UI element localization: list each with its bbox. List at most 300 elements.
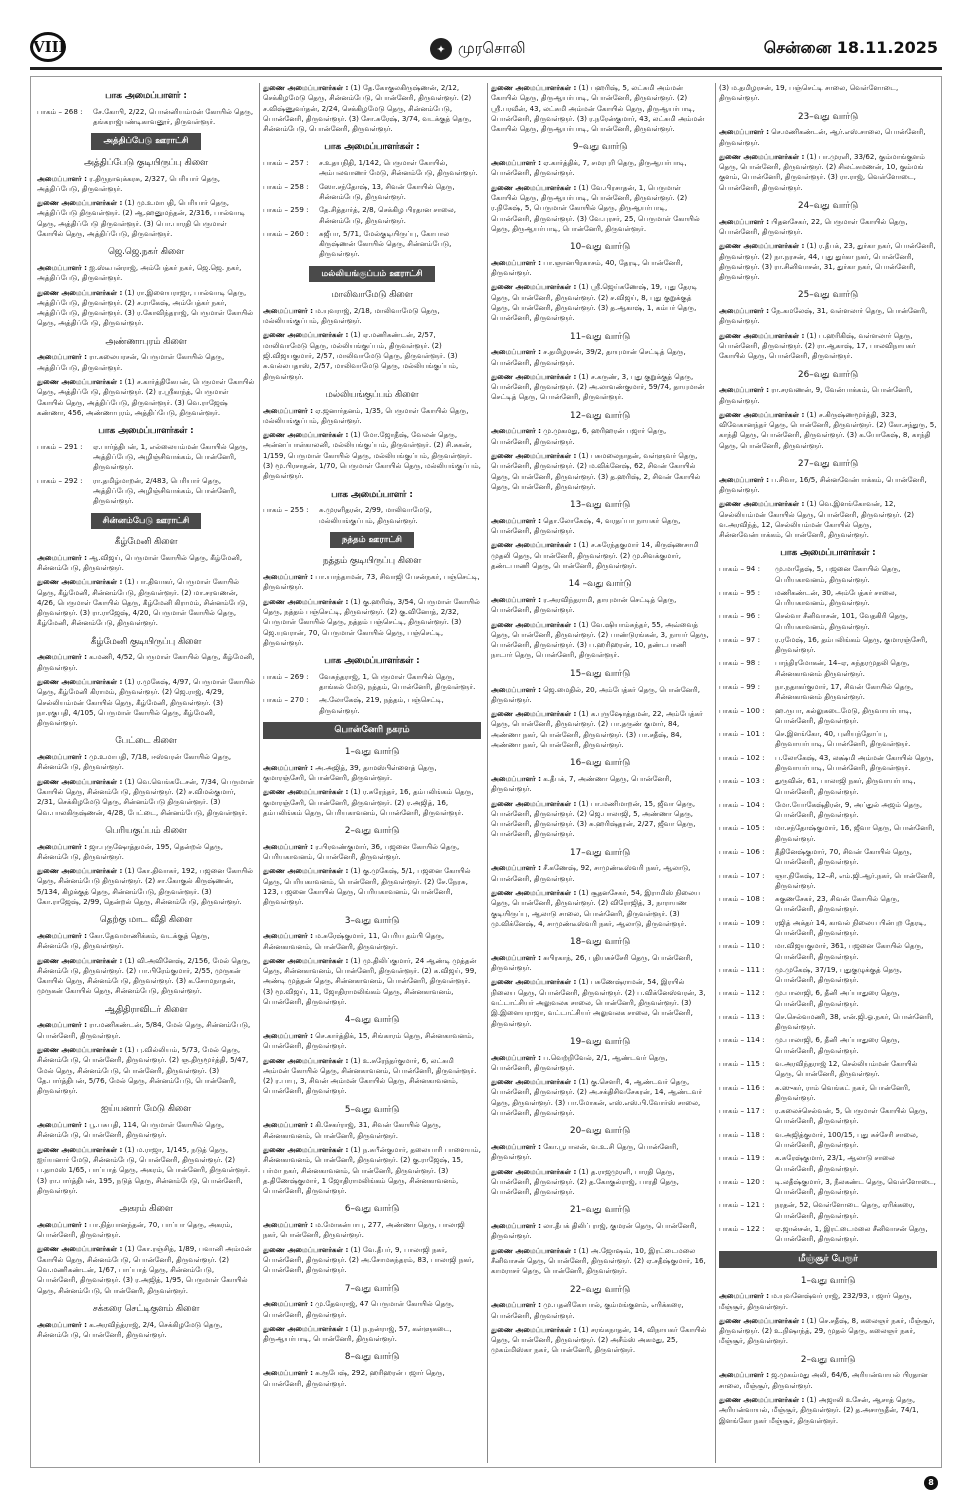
part-entry [37, 442, 255, 473]
part-detail: வ.அரவிந்தராஜ் 12, செல்லியம்மன் கோயில் தெரு, பொன்னேரி, திருவள்ளூர். [775, 1059, 918, 1079]
part-entry [719, 706, 937, 727]
subheading: 23–வது வார்டு [798, 111, 858, 122]
part-detail: ஏ.ஜான்சன், 1, இரட்டைமலை சீனிவாசன் தெரு, பொன்னேரி, திருவள்ளூர். [775, 1223, 928, 1244]
part-entry [719, 988, 937, 1009]
entry-role: அமைப்பாளர் : [491, 515, 541, 525]
part-number: பாகம் – 97 : [719, 634, 760, 644]
entry-detail: ப.சிவா, 16/5, சின்னவேன்பாக்கம், பொன்னேரி, திருவள்ளூர். [719, 474, 927, 495]
entry-detail: ப.வெற்றிவேல், 2/1, ஆண்டவர் தெரு, பொன்னேரி, திருவள்ளூர். [491, 1052, 668, 1072]
part-number: பாகம் – 111 : [719, 964, 765, 974]
part-entry [719, 729, 937, 750]
part-number: பாகம் – 101 : [719, 729, 765, 739]
subheading: 24–வது வார்டு [798, 201, 858, 211]
entry-detail: (1) பா.மணிமாறன், 15, ஜீவா தெரு, பொன்னேரி, திருவள்ளூர். (2) ஜெ.பாலாஜி, 5, அண்ணா தெரு, பொன்னேரி, திருவள்ளூர். (3) சு.ஹரிஷ்தரன், 2/27, ஜீவா தெரு, பொன்னேரி, திருவள்ளூர். [491, 798, 696, 839]
entry [37, 1145, 255, 1196]
part-detail: ப.லோகேஷ், 43, லக்ஷ்மி அம்மன் கோயில் தெரு, திருவாயர்பாடி, பொன்னேரி, திருவள்ளூர். [775, 752, 934, 772]
entry [263, 430, 481, 481]
entry [719, 306, 937, 327]
entry-role: துணை அமைப்பாளர்கள் : [37, 677, 123, 686]
part-number: பாகம் – 119 : [719, 1153, 765, 1163]
entry-role: அமைப்பாளர் : [491, 1052, 541, 1062]
entry-role: துணை அமைப்பாளர்கள் : [491, 371, 577, 381]
entry-role: துணை அமைப்பாளர்கள் : [719, 409, 805, 419]
part-number: பாகம் – 292 : [37, 475, 83, 485]
entry-role: துணை அமைப்பாளர்கள் : [491, 887, 577, 897]
part-entry [263, 505, 481, 526]
entry-detail: (1) கு.சௌரி, 4, ஆண்டவர் தெரு, பொன்னேரி, திருவள்ளூர். (2) அ.சக்திசிவசேகரன், 14, ஆண்டவர் தெரு, திருவள்ளூர். (3) பா.மோகன், எஸ்.எஸ்.பி.வோர்ஸ் சாலை, பொன்னேரி, திருவள்ளூர். [491, 1077, 703, 1117]
entry-detail: (1) பா.முரளி, 33/62, கும்மாங்குளம் தெரு, பொன்னேரி, திருவள்ளூர். (2) சிலட்சுமணன், 10, கும்மங் குளம், பொன்னேரி, திருவள்ளூர். (3) ரா.ராஜ், வெள்ளோடை, பொன்னேரி, திருவள்ளூர். [719, 151, 925, 192]
entry-detail: (1) ஏ.மணிகண்டன், 2/57, மாலிவாமேடு தெரு, மல்லியங்குப்பம், திருவள்ளூர். (2) ஜி.விஜயகுமார், 2/57, மாலிவாமேடு தெரு, திருவள்ளூர். (3) சு.வல்லபதாஸ், 2/57, மாலிவாமேடு தெரு, மல்லியங்குப்பம், திருவள்ளூர். [263, 330, 459, 381]
part-entry [719, 1059, 937, 1080]
entry-role: துணை அமைப்பாளர்கள் : [37, 376, 123, 386]
entry-detail: ர.திருநாவுக்கரசு, 2/327, பெரியார் தெரு, அத்திப்பேடு, திருவள்ளூர். [37, 173, 221, 193]
column-1 [37, 83, 255, 1463]
part-number: பாகம் – 113 : [719, 1011, 765, 1021]
part-number: பாகம் – 259 : [263, 205, 309, 215]
entry-role: துணை அமைப்பாளர்கள் : [263, 955, 349, 965]
entry [263, 572, 481, 593]
part-number: பாகம் – 116 : [719, 1082, 765, 1092]
subheading: 11–வது வார்டு [570, 331, 630, 342]
part-number: பாகம் – 121 : [719, 1200, 765, 1210]
part-detail: சு.முரளிதரன், 2/99, மாலிவாமேடு, மல்லியங்குப்பம், திருவள்ளூர். [319, 505, 432, 525]
section-banner-label: மல்லியங்குப்பம் ஊராட்சி [309, 266, 434, 282]
part-detail: வ.அஜித்குமார், 100/15, புது சுச்சேரி சாலை, பொன்னேரி, திருவள்ளூர். [775, 1129, 919, 1149]
part-detail: மா.சந்தோஷ்குமார், 16, ஜீவா தெரு, பொன்னேரி, திருவள்ளூர். [775, 823, 935, 843]
entry-detail: சுபிரகாந், 26, புதியசுச்சேரி தெரு, பொன்னேரி, திருவள்ளூர். [491, 952, 693, 973]
entry [263, 787, 481, 818]
entry-role: துணை அமைப்பாளர்கள் : [263, 787, 349, 797]
entry [491, 774, 709, 795]
entry-role: அமைப்பாளர் : [37, 1219, 87, 1229]
part-detail: சுஜீபா, 5/71, மேல்குடியிருப்பு, கோபால கிருஷ்ணன் கோயில் தெரு, சின்னம்பேடு, திருவள்ளூர். [319, 228, 452, 259]
entry-role: துணை அமைப்பாளர்கள் : [491, 977, 577, 987]
entry-role: துணை அமைப்பாளர்கள் : [37, 866, 123, 876]
entry-role: அமைப்பாளர் : [491, 347, 541, 357]
entry [37, 1020, 255, 1041]
entry [37, 198, 255, 239]
subheading: 9–வது வார்டு [572, 142, 628, 153]
entry [263, 956, 481, 1007]
entry-detail: பிதனசேகர், 22, பெருமாள் கோயில் தெரு, பொன்னேரி, திருவள்ளூர். [719, 216, 908, 237]
entry-detail: (1) மோ.ஜோதீஷ், வேலன் தெரு, அன்னப்பாள்காலனி, மல்லியங்குப்பம், திருவள்ளூர். (2) சி.சுகன், 1/159, பெருமாள் கோயில் தெரு, மல்லியங்குப்பம், திருவள்ளூர். (3) மூ.பிரசாதன், 1/70, பெருமாள் கோயில் தெரு, மல்லியங்குப்பம், திருவள்ளூர். [263, 430, 481, 481]
entry-role: துணை அமைப்பாளர்கள் : [719, 1315, 805, 1325]
entry-role: அமைப்பாளர் : [37, 1020, 87, 1030]
entry-role: துணை அமைப்பாளர்கள் : [263, 866, 349, 876]
entry [491, 347, 709, 368]
entry [37, 931, 255, 952]
part-detail: டி.லதீஷ்குமார், 3, நீலகண்ட தெரு, வெள்ளோடை, பொன்னேரி, திருவள்ளூர். [775, 1176, 936, 1197]
entry [491, 1300, 709, 1321]
entry-detail: (1) கு.முகேஷ், 5/1, பஜனை கோயில் தெரு, பெரியகாவனம், பொன்னேரி, திருவள்ளூர். (2) சே.நேரசு, 123, பஜனை கோயில் தெரு, பெரியகாவனம், பொன்னேரி, திருவள்ளூர். [263, 866, 471, 907]
entry [37, 553, 255, 574]
entry-detail: ம.மோகன்பாபு, 277, அண்ணா தெரு, பாலாஜி நகர், பொன்னேரி, திருவள்ளூர். [263, 1220, 465, 1240]
newspaper-brand [430, 34, 526, 64]
part-detail: ச.உதயநிதி, 1/142, பெருமாள் கோயில், அம்பலவாணர் மேடு, சின்னம்பேடு, திருவள்ளூர். [319, 158, 478, 178]
subheading: மாலிவாமேடு கிளை [331, 290, 413, 301]
entry-role: அமைப்பாளர் : [719, 216, 769, 226]
entry-detail: நே.கமலேஷ், 31, வள்ளலார் தெரு, பொன்னேரி, திருவள்ளூர். [719, 306, 928, 326]
entry [37, 777, 255, 818]
entry-role: அமைப்பாளர் : [37, 173, 87, 183]
entry [491, 888, 709, 929]
entry [37, 1320, 255, 1341]
entry-role: துணை அமைப்பாளர்கள் : [37, 776, 123, 786]
entry [719, 1316, 937, 1347]
part-number: பாகம் – 105 : [719, 823, 765, 833]
part-number: பாகம் – 96 : [719, 611, 760, 621]
section-banner [37, 513, 255, 529]
subheading: 20–வது வார்டு [570, 1126, 630, 1137]
entry-detail: ச.தமிழரசன், 39/2, தாயுமான் செட்டித் தெரு, பொன்னேரி, திருவள்ளூர். [491, 347, 686, 367]
entry [491, 977, 709, 1028]
entry-role: அமைப்பாளர் : [263, 1299, 313, 1309]
entry-role: துணை அமைப்பாளர்கள் : [719, 499, 805, 509]
entry-detail: பா.நித்யானந்தன், 70, பாப்பா தெரு, அகரம், பொன்னேரி, திருவள்ளூர். [37, 1219, 233, 1240]
entry [263, 1368, 481, 1389]
part-detail: பாந்திரமோகன், 14–ஏ, சுந்தரமுதலி தெரு, சின்னகாவனம் திருவள்ளூர். [775, 658, 910, 678]
entry-role: அமைப்பாளர் : [263, 841, 313, 851]
part-entry [263, 695, 481, 716]
subheading: 6–வது வார்டு [344, 1204, 400, 1215]
entry [491, 1077, 709, 1118]
column-3 [491, 83, 709, 1463]
entry-detail: (3) ம.தமிழரசன், 19, பஞ்செட்டி சாலை, வெள்ளோடை, திருவள்ளூர். [719, 83, 899, 103]
part-number: பாகம் – 114 : [719, 1035, 765, 1045]
entry-role: துணை அமைப்பாளர்கள் : [37, 1144, 123, 1154]
entry [263, 597, 481, 648]
entry [37, 677, 255, 728]
section-banner-label: பொன்னேரி நகரம் [263, 722, 481, 739]
entry-detail: க.அரவிந்த்ராஜ், 2/4, செக்கிழமேடு தெரு, சின்னம்பேடு, பொன்னேரி, திருவள்ளூர். [37, 1319, 223, 1339]
entry-detail: (1) பஹரிஷ், 5, லட்சுமி அம்மன் கோயில் தெரு, திருஆயர்பாடி, பொன்னேரி, திருவள்ளூர். (2) ஸ்ரீ.பரவீன், 43, லட்சுமி அம்மன் கோயில் தெரு, திருஆயர்பாடி, பொன்னேரி, திருவள்ளூர். (3) ர.நரேன்குமார், 43, லட்சுமி அம்மன் கோயில் தெரு, திருஆயர்பாடி, பொன்னேரி, திருவள்ளூர். [491, 83, 705, 134]
entry-detail: (1) ச.கிருஷ்ணமூர்த்தி, 323, விவேகானந்தர் தெரு, பொன்னேரி, திருவள்ளூர். (2) கோ.சந்துரு, 5, காந்தி தெரு, பொன்னேரி, திருவள்ளூர். (3) க.யோகேஷ், 8, காந்தி தெரு, பொன்னேரி, திருவள்ளூர். [719, 409, 937, 450]
entry-role: துணை அமைப்பாளர்கள் : [719, 151, 805, 161]
entry-role: துணை அமைப்பாளர்கள் : [37, 198, 123, 208]
entry-detail: ஜெ.மைதில், 20, அம்பேத்கர் தெரு, பொன்னேரி, திருவள்ளூர். [491, 684, 701, 704]
subheading: 2–வது வார்டு [344, 826, 400, 837]
entry [719, 217, 937, 238]
part-detail: நா.நதாகர்குமார், 17, சிவன் கோயில் தெரு, சின்னகாவனம் திருவள்ளூர். [775, 682, 914, 702]
part-number: பாகம் – 107 : [719, 870, 765, 880]
subheading: கீழ்மேனி கிளை [114, 536, 178, 547]
entry [263, 1299, 481, 1320]
entry-detail: (1) மு.திலிப்குமார், 24 ஆண்டி முத்தன் தெரு, சின்னகாவனம், பொன்னேரி, திருவள்ளூர். (2) க.விஜய், 99, அண்டி முத்தன் தெரு, சின்னகாவனம், பொன்னேரி, திருவள்ளூர். (3) மூ.விஜய், 11, ஜோதிராமலிங்கம் தெரு, சின்னகாவனம், பொன்னேரி, திருவள்ளூர். [263, 955, 477, 1007]
subheading: ஜெ.ஜெ.நகர் கிளை [107, 247, 185, 258]
entry [719, 410, 937, 451]
part-detail: ரா.தமிழ்மாறன், 2/483, பெரியார் தெரு, அத்திப்பேடு, அழிஞ்சிவாக்கம், பொன்னேரி, திருவள்ளூர். [93, 475, 237, 506]
entry-role: அமைப்பாளர் : [37, 352, 87, 362]
entry-role: அமைப்பாளர் : [719, 1291, 769, 1301]
entry-detail: ம.யுவராஜ், 2/18, மாலிவாமேடு தெரு, மல்லியங்குப்பம், திருவள்ளூர். [263, 305, 440, 326]
entry [719, 331, 937, 362]
entry-role: துணை அமைப்பாளர்கள் : [491, 1324, 577, 1334]
page-number-badge: VIII [30, 32, 66, 62]
entry-detail: சு.ரூபேஷ், 292, ஹரிஹரன் பஜார் தெரு, பொன்னேரி, திருவள்ளூர். [263, 1368, 445, 1388]
entry [263, 1324, 481, 1345]
entry [491, 1221, 709, 1242]
entry-role: அமைப்பாளர் : [37, 931, 87, 941]
entry-detail: ர.பிரவண்குமார், 36, பஜனை கோயில் தெரு, பெரியகாவனம், பொன்னேரி, திருவள்ளூர். [263, 841, 460, 862]
column-2 [263, 83, 481, 1463]
entry-detail: (1) அஜாலி உசேன், ஆசாத் தெரு, அரியன்வாயல், மீஞ்சூர், திருவள்ளூர். (2) த.அசாருதீன், 74/1, இளங்கோ நகர் மீஞ்சூர், திருவள்ளூர். [719, 1395, 919, 1425]
part-entry [719, 894, 937, 915]
entry [491, 1142, 709, 1163]
part-detail: மு.முகேஷ், 37/19, புதுகுழுக்குத் தெரு, பொன்னேரி, திருவள்ளூர். [775, 964, 902, 985]
group-heading: பாக அமைப்பாளர் : [331, 489, 413, 500]
subheading: நத்தம் குடியிருப்பு கிளை [322, 556, 422, 567]
part-detail: அ.லோகேஷ், 219, நத்தம், பஞ்செட்டி, திருவள்ளூர். [319, 695, 444, 715]
part-entry [719, 564, 937, 585]
part-entry [263, 229, 481, 260]
entry-detail: (1) ர.சுரேந்தர், 16, தம்பலிங்கம் தெரு, குமாரஞ்சேரி, பொன்னேரி, திருவள்ளூர். (2) ர.அஜித், 16, தம்பலிங்கம் தெரு, பெரியகாவனம், பொன்னேரி, திருவள்ளூர். [263, 787, 474, 817]
part-entry [263, 182, 481, 203]
entry [37, 866, 255, 907]
entry-role: அமைப்பாளர் : [491, 426, 541, 436]
part-detail: மோ.யோகேஷ்திரன், 9, அப்துல் அஜம் தெரு, பொன்னேரி, திருவள்ளூர். [775, 799, 923, 820]
entry [37, 1045, 255, 1096]
entry-detail: (1) பு.வில்லியம், 5/73, மேல் தெரு, சின்னம்பேடு, பொன்னேரி, திருவள்ளூர். (2) ஞ.திருமூர்த்தி, 5/47, மேல் தெரு, சின்னம்பேடு, பொன்னேரி, திருவள்ளூர். (3) தே.பார்த்திபன், 5/76, மேல் தெரு, சின்னம்பேடு, பொன்னேரி, திருவள்ளூர். [37, 1045, 249, 1096]
entry-detail: (1) தே.கோகுலகிருஷ்ணன், 2/12, செக்கிழமேடு தெரு, சின்னம்பேடு, பொன்னேரி, திருவள்ளூர். (2) ச.விஷ்ணுவர்தன், 2/24, செக்கிழமேடு தெரு, சின்னம்பேடு, பொன்னேரி, திருவள்ளூர். (3) சோ.சுரேஷ், 3/74, வடக்குத் தெரு, சின்னம்பேடு, பொன்னேரி, திருவள்ளூர். [263, 83, 472, 134]
entry-role: அமைப்பாளர் : [491, 158, 541, 168]
entry-role: துணை அமைப்பாளர்கள் : [491, 182, 577, 192]
column-divider [487, 83, 488, 1463]
entry [719, 83, 937, 104]
part-entry [263, 672, 481, 693]
entry-detail: (1) ச.கார்த்திகேயன், பெருமாள் கோயில் தெரு, அத்திப்பேடு, திருவள்ளூர். (2) ர.ஸ்ரீகாந்த், பெருமாள் கோயில் தெரு, அத்திப்பேடு, திருவள்ளூர். (3) வெ.ராஜேஷ் கண்ணா, 456, அண்ணாபுரம், அத்திப்பேடு, திருவள்ளூர். [37, 376, 255, 417]
part-number: பாகம் – 118 : [719, 1129, 765, 1139]
entry-detail: (1) வெ.வெங்கடேசன், 7/34, பெருமாள் கோயில் தெரு, சின்னம்பேடு, திருவள்ளூர். (2) ச.விமல்குமார், 2/31, செக்கிழமேடு தெரு, சின்னம்பேடு திருவள்ளூர். (3) வெ.பாலகிருஷ்ணன், 4/28, பேட்டை, சின்னம்பேடு, திருவள்ளூர். [37, 776, 255, 817]
entry-detail: ஜா.புருஷோத்தமன், 195, தென்றல் தெரு, சின்னம்பேடு, திருவள்ளூர். [37, 841, 224, 861]
part-detail: ர.கலைச்செல்வன், 5, பெருமாள் கோயில் தெரு, பொன்னேரி, திருவள்ளூர். [775, 1106, 928, 1126]
entry-role: துணை அமைப்பாளர்கள் : [263, 1055, 349, 1065]
subheading: அகரம் கிளை [119, 1204, 173, 1215]
part-detail: செ.செல்வமணி, 38, என்.ஜி.ஓ.நகர், பொன்னேரி, திருவள்ளூர். [775, 1011, 934, 1032]
part-detail: சு.ஸுகர், ராம் வெங்கட் நகர், பொன்னேரி, திருவள்ளூர். [775, 1082, 911, 1102]
entry-detail: (1) சரங்கநாதன், 14, விநாயகர் கோயில் தெரு, பொன்னேரி, திருவள்ளூர். (2) அசீம்ஸ் அகமது, 25, முகம்மிஸ்கா நகர், பொன்னேரி, திருவள்ளூர். [491, 1324, 707, 1355]
entry [491, 709, 709, 750]
entry [491, 451, 709, 492]
part-detail: ரஜித் அக்தர் 14, காவல் நிலைய பின்புற தேரடி, பொன்னேரி, திருவள்ளூர். [775, 917, 927, 937]
entry-detail: தொ.லோகேஷ், 4, வரதப்பா நாயகர் தெரு, பொன்னேரி, திருவள்ளூர். [491, 515, 681, 536]
entry-detail: ர.அரவிந்தராமி, தாயுமான் செட்டித் தெரு, பொன்னேரி, திருவள்ளூர். [491, 595, 677, 615]
part-number: பாகம் – 99 : [719, 682, 760, 692]
entry-detail: க.மணி, 4/52, பெருமாள் கோயில் தெரு, கீழ்மேனி, திருவள்ளூர். [37, 652, 255, 672]
entry-detail: (1) க.புருஷோத்தமன், 22, அம்பேத்கர் தெரு, பொன்னேரி, திருவள்ளூர். (2) பா.தருண் குமார், 84, அண்ணா நகர், பொன்னேரி, திருவள்ளூர். (3) பா.சதீஷ், 84, அண்ணா நகர், பொன்னேரி, திருவள்ளூர். [491, 709, 703, 749]
entry-detail: ஜ.முகம்மது அலி, 64/6, அரியன்வாயல் பிரதான சாலை, மீஞ்சூர், திருவள்ளூர். [719, 1370, 928, 1390]
footer-page-badge: 8 [924, 1476, 938, 1490]
part-entry [719, 1035, 937, 1056]
subheading: 15–வது வார்டு [570, 668, 630, 679]
entry-detail: மு.முகமது, 6, ஹரிஹரன் பஜார் தெரு, பொன்னேரி, திருவள்ளூர். [491, 426, 667, 446]
entry-role: அமைப்பாளர் : [37, 1319, 87, 1329]
entry-role: துணை அமைப்பாளர்கள் : [263, 1323, 349, 1333]
part-number: பாகம் – 115 : [719, 1059, 765, 1069]
entry-role: அமைப்பாளர் : [263, 572, 313, 582]
subheading: தெற்கு மாட வீதி கிளை [99, 915, 193, 926]
entry-role: அமைப்பாளர் : [491, 595, 541, 605]
part-number: பாகம் – 109 : [719, 917, 765, 927]
part-number: பாகம் – 258 : [263, 181, 309, 191]
part-entry [719, 776, 937, 797]
entry-role: அமைப்பாளர் : [263, 1120, 313, 1130]
entry-detail: (1) சூதனசேகர், 54, இராமிஸ் நிலைய தெரு, பொன்னேரி, திருவள்ளூர். (2) விரோஜித், 3, நாராயண குடியிருப்பு, ஆலாடு சாலை, பொன்னேரி, திருவள்ளூர். (3) மு.விக்னேஷ், 4, சாமுண்டீஸ்வரி நகர், ஆலாடு, திருவள்ளூர். [491, 887, 701, 928]
section-banner-label: மீஞ்சூர் பேரூர் [719, 1251, 937, 1268]
entry [491, 685, 709, 706]
entry-role: அமைப்பாளர் : [37, 652, 87, 662]
entry [37, 1244, 255, 1295]
subheading: 1–வது வார்டு [800, 1275, 856, 1286]
part-entry [263, 205, 481, 226]
part-number: பாகம் – 100 : [719, 705, 765, 715]
subheading: 16–வது வார்டு [570, 758, 630, 769]
part-entry [719, 611, 937, 632]
part-number: பாகம் – 257 : [263, 158, 309, 168]
subheading: பேட்டை கிளை [115, 736, 177, 747]
part-number: பாகம் – 95 : [719, 587, 760, 597]
entry-detail: ஆ.விஜய், பெருமாள் கோயில் தெரு, கீழ்மேனி, சின்னம்பேடு, திருவள்ளூர். [37, 552, 243, 572]
entry-detail: ஏ.கார்த்திக், 7, சமரபுரி தெரு, திருஆயர்பாடி, பொன்னேரி, திருவள்ளூர். [491, 158, 687, 178]
entry-detail: ரா.சரவணன், 9, வேன்பாக்கம், பொன்னேரி, திருவள்ளூர். [719, 385, 913, 405]
part-detail: ர.ரமேஷ், 16, தம்பலிங்கம் தெரு, குமாரஞ்சேரி, திருவள்ளூர். [775, 634, 928, 655]
entry-detail: (1) ம.ராஜா, 1/145, நடுத் தெரு, ஐய்யனார் மேடு, சின்னம்பேடு, பொன்னேரி, திருவள்ளூர். (2) ப.தாமஸ் 1/65, பாப்பாத் தெரு, அகரம், பொன்னேரி, திருவள்ளூர். (3) ரா.பார்த்திபன், 195, நடுத் தெரு, சின்னம்பேடு, பொன்னேரி, திருவள்ளூர். [37, 1144, 251, 1195]
part-detail: தே.சித்தார்த், 2/8, செக்கிழ பிரதான சாலை, சின்னம்பேடு, திருவள்ளூர். [319, 205, 457, 225]
entry [37, 377, 255, 418]
entry-role: அமைப்பாளர் : [263, 405, 313, 415]
group-heading: பாக அமைப்பாளர்கள் : [780, 548, 876, 559]
entry-role: அமைப்பாளர் : [719, 385, 769, 395]
subheading: 12–வது வார்டு [570, 410, 630, 421]
entry-role: துணை அமைப்பாளர்கள் : [263, 1145, 349, 1155]
entry-role: துணை அமைப்பாளர்கள் : [263, 1244, 349, 1254]
page-body [30, 76, 942, 1468]
entry-detail: ரா.மணிகண்டன், 5/84, மேல் தெரு, சின்னம்பேடு, பொன்னேரி, திருவள்ளூர். [37, 1020, 251, 1040]
entry-detail: (1) உ.சுரேந்தர்குமார், 6, லட்சுமி அம்மன் கோயில் தெரு, சின்னகாவனம், பொன்னேரி, திருவள்ளூர். (2) ர.பாபு, 3, சிவன் அம்மன் கோயில் தெரு, சின்னகாவனம், பொன்னேரி, திருவள்ளூர். [263, 1055, 477, 1096]
part-detail: மா.விஜயகுமார், 361, பஜனை கோயில் தெரு, பொன்னேரி, திருவள்ளூர். [775, 941, 924, 961]
entry-role: அமைப்பாளர் : [491, 863, 541, 873]
part-entry [719, 918, 937, 939]
entry-role: துணை அமைப்பாளர்கள் : [263, 330, 349, 340]
column-4 [719, 83, 937, 1463]
entry [719, 1370, 937, 1391]
part-detail: மணிகண்டன், 30, அம்பேத்கர் சாலை, பெரியகாவனம், திருவள்ளூர். [775, 587, 897, 608]
subheading: 14 –வது வார்டு [568, 579, 632, 590]
part-entry [719, 941, 937, 962]
entry [37, 577, 255, 628]
entry-role: துணை அமைப்பாளர்கள் : [719, 241, 805, 251]
entry-detail: க.தீபக், 7, அண்ணா தெரு, பொன்னேரி, திருவள்ளூர். [491, 773, 672, 794]
entry-role: துணை அமைப்பாளர்கள் : [37, 955, 123, 965]
entry-role: அமைப்பாளர் : [491, 1221, 541, 1231]
part-number: பாகம் – 98 : [719, 658, 760, 668]
entry [263, 1220, 481, 1241]
entry-role: துணை அமைப்பாளர்கள் : [491, 451, 577, 461]
subheading: 25–வது வார்டு [798, 290, 858, 301]
entry-role: துணை அமைப்பாளர்கள் : [263, 596, 349, 606]
entry-role: துணை அமைப்பாளர்கள் : [37, 577, 123, 587]
part-detail: நரதன், 52, வெள்ளோடை தெரு, ஏரிக்கரை, பொன்னேரி, திருவள்ளூர். [775, 1200, 915, 1220]
section-banner [719, 1251, 937, 1268]
entry [263, 306, 481, 327]
entry [491, 953, 709, 974]
entry [491, 516, 709, 537]
part-number: பாகம் – 122 : [719, 1223, 765, 1233]
subheading: 10–வது வார்டு [570, 242, 630, 253]
part-detail: சுகுணசேகர், 23, சிவன் கோயில் தெரு, பொன்னேரி, திருவள்ளூர். [775, 894, 900, 914]
part-number: பாகம் – 117 : [719, 1106, 765, 1116]
entry-detail: பா.ஞானபிரகாசம், 40, தேரடி, பொன்னேரி, திருவள்ளூர். [491, 257, 683, 278]
entry-role: துணை அமைப்பாளர்கள் : [263, 83, 349, 92]
part-entry [719, 1224, 937, 1245]
part-number: பாகம் – 106 : [719, 846, 765, 856]
subheading: மல்லியங்குப்பம் கிளை [325, 389, 419, 400]
section-banner [37, 133, 255, 149]
part-detail: சே.கோபி, 2/22, பொன்னியம்மன் கோயில் தெரு, தங்கராஜ்பண்டிகாவனூர், திருவள்ளூர். [93, 106, 254, 127]
subheading: 2–வது வார்டு [800, 1354, 856, 1365]
entry-role: அமைப்பாளர் : [37, 552, 87, 562]
entry-detail: (1) வே.தீபர், 9, பாலாஜி நகர், பொன்னேரி, திருவள்ளூர். (2) அ.சோமசுந்தரம், 83, பாலாஜி நகர், பொன்னேரி, திருவள்ளூர். [263, 1244, 474, 1275]
entry-detail: ஐ.ஸ்டீபன்ராஜ், அம்பேத்கர் நகர், ஜெ.ஜெ. நகர், அத்திப்பேடு, திருவள்ளூர். [37, 262, 242, 283]
part-detail: செல்வா சீனிவாசன், 101, வேதகிரி தெரு, பெரியகாவனம், திருவள்ளூர். [775, 611, 908, 631]
entry-detail: (1) வே.பிரசாதன், 1, பெருமாள் கோயில் தெரு, திருஆயர்பாடி, பொன்னேரி, திருவள்ளூர். (2) ர.நிகேஷ், 5, பெருமாள் கோயில் தெரு, திருஆயர்பாடி, பொன்னேரி, திருவள்ளூர். (3) வே.புரசர், 25, பெருமாள் கோயில் தெரு, திருஆயர்பாடி, பொன்னேரி, திருவள்ளூர். [491, 182, 700, 233]
entry-role: அமைப்பாளர் : [491, 257, 541, 267]
entry-detail: (1) மு.உமாபதி, பெரியார் தெரு, அத்திப்பேடு திருவள்ளூர். (2) ஆ.ஹனுமந்தன், 2/316, பால்வாடி தெரு, அத்திப்பேடு திருவள்ளூர். (3) பொ.பாரதி பெருமாள் கோயில் தெரு, அத்திப்பேடு, திருவள்ளூர். [37, 198, 246, 238]
entry-detail: ரா.கலையரசன், பெருமாள் கோயில் தெரு, அத்திப்பேடு, திருவள்ளூர். [37, 352, 225, 372]
section-banner-label: சின்னம்பேடு ஊராட்சி [91, 513, 202, 529]
subheading: ஆதிதிராவிடர் கிளை [104, 1004, 188, 1015]
part-entry [719, 1083, 937, 1104]
subheading: 8–வது வார்டு [344, 1352, 400, 1363]
part-number: பாகம் – 120 : [719, 1176, 765, 1186]
entry [37, 842, 255, 863]
part-detail: க.சுரேஷ்குமார், 23/1, ஆலாடு சாலை பொன்னேரி, திருவள்ளூர். [775, 1153, 895, 1173]
entry [719, 241, 937, 282]
part-entry [719, 1106, 937, 1127]
entry-role: அமைப்பாளர் : [263, 762, 313, 772]
part-entry [719, 1012, 937, 1033]
subheading: கீழ்மேனி குடியிருப்பு கிளை [90, 636, 202, 647]
entry-detail: (1) கோ.திவாகர், 192, பஜனை கோயில் தெரு, சின்னம்பேடு திருவள்ளூர். (2) சா.கோகுல் கிருஷ்ணன், 5/134, கிழக்குத் தெரு, சின்னம்பேடு, திருவள்ளூர். (3) கோ.ராஜேஷ், 2/99, தென்றல் தெரு, சின்னம்பேடு, திருவள்ளூர். [37, 866, 253, 906]
entry [37, 174, 255, 195]
part-entry [719, 823, 937, 844]
entry-detail: (1) பசுமலைநாதன், வள்ளுவர் தெரு, பொன்னேரி, திருவள்ளூர். (2) ம.விக்னேஷ், 62, சிவன் கோயில் தெரு, பொன்னேரி, திருவள்ளூர். (3) த.ஹரிஷ், 2, சிவன் கோயில் தெரு, பொன்னேரி, திருவள்ளூர். [491, 451, 701, 491]
entry-role: துணை அமைப்பாளர்கள் : [491, 83, 577, 92]
entry-role: துணை அமைப்பாளர்கள் : [37, 1244, 123, 1254]
subheading: 5–வது வார்டு [344, 1104, 400, 1115]
entry [37, 1220, 255, 1241]
part-detail: மு.மாதேஷ், 5, பஜனை கோயில் தெரு, பெரியகாவனம், திருவள்ளூர். [775, 564, 901, 584]
section-banner-label: நத்தம் ஊராட்சி [330, 532, 414, 548]
group-heading: பாக அமைப்பாளர்கள் : [98, 426, 194, 437]
entry-role: அமைப்பாளர் : [719, 474, 769, 484]
entry [37, 263, 255, 284]
entry-role: துணை அமைப்பாளர்கள் : [491, 540, 577, 550]
entry [491, 1167, 709, 1198]
part-number: பாகம் – 260 : [263, 228, 309, 238]
entry [37, 1120, 255, 1141]
entry-role: துணை அமைப்பாளர்கள் : [491, 709, 577, 719]
subheading: 18–வது வார்டு [570, 937, 630, 948]
entry-role: துணை அமைப்பாளர்கள் : [491, 1245, 577, 1255]
part-detail: மு.பாலாஜி, 6, தீனி அப்பாதுரை தெரு, பொன்னேரி, திருவள்ளூர். [775, 988, 900, 1008]
entry [491, 620, 709, 661]
entry-role: துணை அமைப்பாளர்கள் : [491, 1077, 577, 1087]
subheading: 17–வது வார்டு [570, 847, 630, 858]
entry [491, 83, 709, 134]
part-number: பாகம் – 110 : [719, 941, 765, 951]
subheading: 26–வது வார்டு [798, 369, 858, 380]
entry-role: துணை அமைப்பாளர்கள் : [491, 1166, 577, 1176]
